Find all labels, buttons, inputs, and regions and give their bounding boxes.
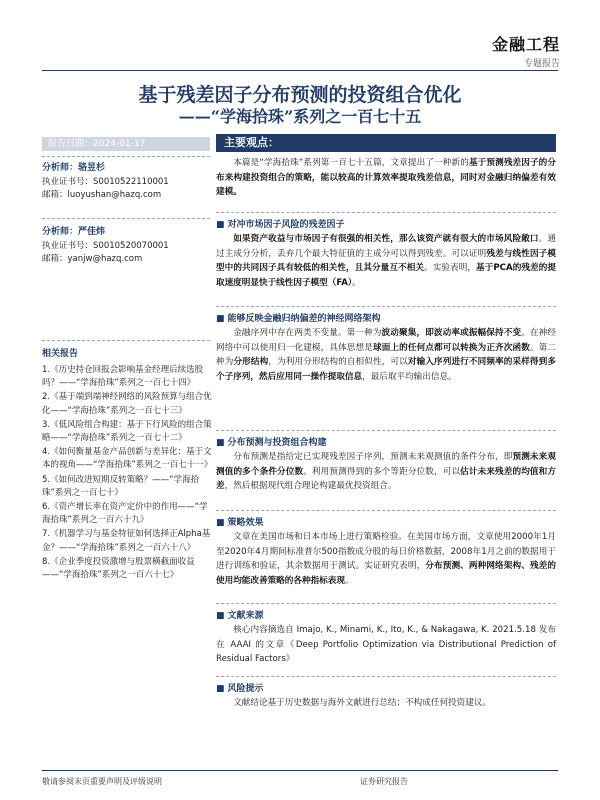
body-text: 核心内容摘选自 Imajo, K., Minami, K., Ito, K., & Nakagawa, K. 2021.5.18 发布在 AAAI 的文章《Deep Portfolio Optimization via Distributional Prediction of Residual Factors》 — [216, 625, 556, 664]
body-text: 。 — [352, 277, 361, 288]
body-text: 。通过主成分分析，丢弃几个最大特征值的主成分可以得到残差。可以证明 — [216, 234, 556, 259]
analyst-1-cert: 执业证书号：S0010522110001 — [42, 177, 169, 187]
emphasis-text: 残差与线性因子模型中的共同因子具有较低的相关性，且其分量互不相关 — [216, 248, 556, 273]
section-heading: ■ 文献来源 — [216, 611, 264, 621]
section-body — [216, 530, 556, 588]
related-reports-list — [42, 364, 214, 583]
section-heading: ■ 分布预测与投资组合构建 — [216, 438, 327, 448]
top-divider — [42, 70, 558, 71]
emphasis-text: 波动聚集 — [381, 328, 417, 338]
body-text: 。利用预测得到的多个等距分位数，可以 — [303, 466, 461, 477]
section-body — [216, 326, 556, 384]
report-type: 专题报告 — [523, 59, 560, 69]
related-item[interactable]: 2.《基于端到端神经网络的风险预算与组合优化——“学海拾珠”系列之一百七十三》 — [42, 392, 212, 416]
divider — [216, 212, 556, 213]
analyst-2-email[interactable]: 邮箱：yanjw@hazq.com — [42, 254, 143, 264]
emphasis-text: 基于PCA的残差的提取速度明显快于线性因子模型（FA） — [216, 263, 556, 288]
section-body — [216, 232, 556, 290]
divider — [42, 340, 210, 341]
footer-divider — [42, 770, 558, 771]
report-subtitle: ——“学海拾珠”系列之一百七十五 — [178, 107, 422, 126]
analyst-1-name: 分析师：骆昱杉 — [42, 163, 106, 173]
emphasis-text: 分布预测、两种网络架构、残差的使用均能改善策略的各种指标表现 — [216, 561, 556, 586]
section-heading: ■ 对冲市场因子风险的残差因子 — [216, 220, 345, 230]
related-item[interactable]: 3.《低风险组合构建：基于下行风险的组合策略——“学海拾珠”系列之一百七十二》 — [42, 419, 212, 444]
section-heading: ■ 能够反映金融归纳偏差的神经网络架构 — [216, 314, 381, 324]
body-text: ，最后取平均输出信息。 — [362, 371, 457, 382]
analyst-1-email[interactable]: 邮箱：luoyushan@hazq.com — [42, 190, 162, 200]
footer-disclaimer-link[interactable]: 敬请参阅末页重要声明及评级说明 — [42, 777, 162, 786]
divider — [42, 156, 210, 157]
divider — [216, 430, 556, 431]
analyst-2-cert: 执业证书号：S0010520070001 — [42, 241, 169, 251]
emphasis-text: 预测未来观测值的多个条件分位数 — [216, 452, 556, 477]
related-item[interactable]: 8.《企业季度投资激增与股票横截面收益——“学海拾珠”系列之一百六十七》 — [42, 556, 195, 581]
related-item[interactable]: 5.《如何改进短期反转策略？——“学海拾珠”系列之一百七十》 — [42, 474, 200, 498]
divider — [216, 676, 556, 677]
divider — [216, 306, 556, 307]
body-text: ，为利用分形结构的自相似性，可以 — [268, 357, 408, 367]
related-item[interactable]: 1.《历史持仓回报会影响基金经理后续选股吗？——“学海拾珠”系列之一百七十四》 — [42, 365, 204, 389]
emphasis-text: 如果资产收益与市场因子有很强的相关性，那么该资产就有很大的市场风险敞口 — [233, 234, 539, 244]
related-item[interactable]: 4.《如何衡量基金产品创新与差异化：基于文本的视角——“学海拾珠”系列之一百七十一》 — [42, 447, 213, 471]
emphasis-text: ，即波动率或振幅保持不变 — [416, 328, 522, 338]
related-item[interactable]: 6.《资产增长率在资产定价中的作用——“学海拾珠”系列之一百六十九》 — [42, 502, 208, 526]
emphasis-text: 对输入序列进行不同频率的采样得到多个子序列，然后应用同一操作提取信息 — [216, 357, 556, 382]
body-text: 金融序列中存在两类不变量。第一种为 — [233, 328, 382, 338]
intro-paragraph — [216, 156, 556, 200]
body-text: 文献结论基于历史数据与海外文献进行总结；不构成任何投资建议。 — [233, 698, 492, 708]
emphasis-text: 估计未来残差的均值和方差 — [216, 466, 556, 491]
body-text: 。实验表明， — [424, 263, 477, 273]
report-date: 报告日期：2024-01-17 — [42, 137, 210, 151]
emphasis-text: 球面上的任何点都可以转换为正齐次函数 — [372, 342, 530, 353]
related-reports-header: 相关报告 — [42, 349, 79, 359]
body-text: ，然后根据现代组合理论构建最优投资组合。 — [224, 481, 397, 491]
divider — [216, 510, 556, 511]
emphasis-text: 基于预测残差因子的分布来构建投资组合的策略，能以较高的计算效率提取残差信息，同时对金融归纳偏差有效建模。 — [216, 158, 556, 197]
key-points-header: 主要观点： — [216, 134, 556, 152]
section-body — [216, 696, 556, 711]
emphasis-text: 分形结构 — [233, 357, 269, 367]
body-text: 分布预测是指给定已实现残差因子序列，预测未来观测值的条件分布，即 — [233, 452, 513, 462]
body-text: 。在神经网络中可以使用归一化建模，具体思想是 — [216, 328, 556, 353]
body-text: 文章在美国市场和日本市场上进行策略检验。在美国市场方面，文章使用2000年1月至2020年4月期间标准普尔500指数成分股的每日价格数据，2008年1月之前的数据用于进行训练和验证，其余数据用于测试。实证研究表明， — [216, 532, 556, 571]
section-heading: ■ 风险提示 — [216, 684, 264, 694]
footer-report-type: 证券研究报告 — [360, 777, 408, 786]
brand-title: 金融工程 — [491, 35, 560, 54]
report-title: 基于残差因子分布预测的投资组合优化 — [138, 84, 462, 106]
analyst-2-name: 分析师：严佳炜 — [42, 227, 106, 237]
divider — [42, 218, 210, 219]
section-heading: ■ 策略效果 — [216, 518, 264, 528]
body-text: 本篇是“学海拾珠”系列第一百七十五篇，文章提出了一种新的 — [233, 158, 469, 168]
divider — [216, 603, 556, 604]
section-body — [216, 450, 556, 494]
section-body — [216, 623, 556, 667]
body-text: 。第二种为 — [216, 342, 556, 367]
related-item[interactable]: 7.《机器学习与基金特征如何选择正Alpha基金？——“学海拾珠”系列之一百六十八》 — [42, 529, 211, 553]
body-text: 。 — [344, 575, 354, 586]
